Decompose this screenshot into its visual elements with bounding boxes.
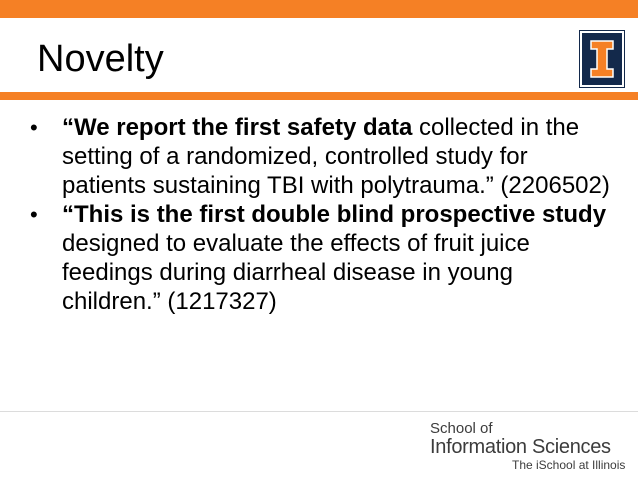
footer-divider xyxy=(0,411,638,412)
bullet-text: collected in the setting of a randomized, controlled study for patients sustaining TBI with polytrauma.” (2206502) xyxy=(62,114,610,199)
list-item xyxy=(30,113,610,200)
bullet-bold-text: “We report the first safety data xyxy=(62,114,413,141)
top-accent-bar xyxy=(0,0,638,18)
block-i-logo-shape xyxy=(582,33,622,85)
school-logo xyxy=(430,420,630,473)
school-logo-line2: Information Sciences xyxy=(430,436,611,458)
bullet-marker: • xyxy=(30,115,38,140)
slide-title: Novelty xyxy=(37,38,164,80)
block-i-logo-icon xyxy=(580,31,624,87)
list-item xyxy=(30,200,610,316)
school-logo-line1: School of xyxy=(430,420,493,437)
bullet-list xyxy=(30,113,610,316)
bullet-text: designed to evaluate the effects of fruit juice feedings during diarrheal disease in young children.” (1217327) xyxy=(62,230,530,315)
bullet-marker: • xyxy=(30,202,38,227)
title-divider xyxy=(0,92,638,100)
school-logo-tagline: The iSchool at Illinois xyxy=(512,458,626,472)
bullet-bold-text: “This is the first double blind prospective study xyxy=(62,201,607,228)
